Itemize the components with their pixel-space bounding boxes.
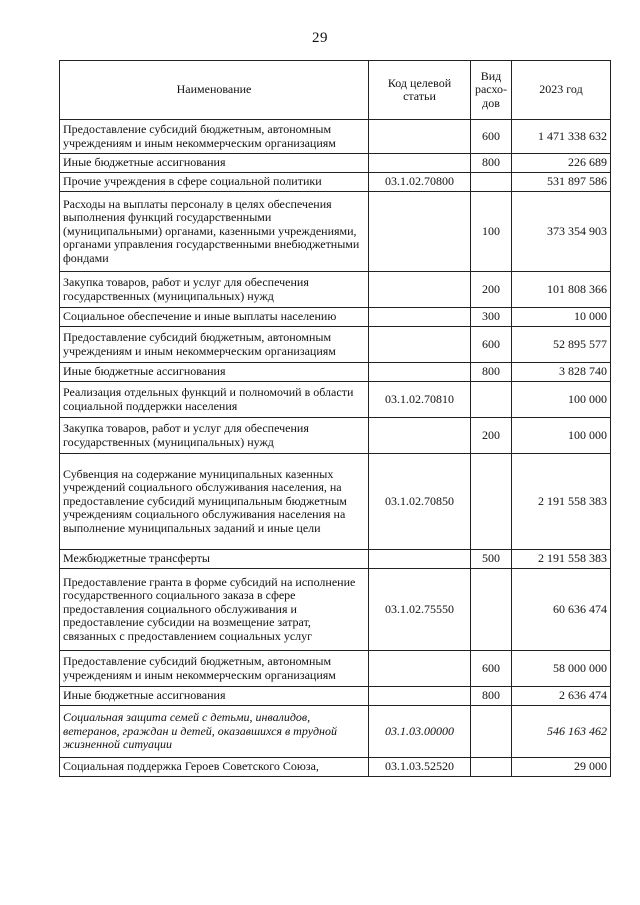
cell-name: Социальная поддержка Героев Советского Союза, xyxy=(60,758,369,777)
table-row xyxy=(60,192,611,272)
cell-kind: 800 xyxy=(471,687,512,706)
cell-name: Иные бюджетные ассигнования xyxy=(60,687,369,706)
cell-code xyxy=(369,272,471,308)
cell-name: Иные бюджетные ассигнования xyxy=(60,363,369,382)
cell-code xyxy=(369,363,471,382)
table-body xyxy=(60,120,611,777)
table-row xyxy=(60,327,611,363)
cell-kind xyxy=(471,173,512,192)
cell-name: Предоставление субсидий бюджетным, автономным учреждениям и иным некоммерческим организациям xyxy=(60,651,369,687)
cell-name: Межбюджетные трансферты xyxy=(60,550,369,569)
table-row xyxy=(60,363,611,382)
table-row xyxy=(60,382,611,418)
cell-name: Субвенция на содержание муниципальных казенных учреждений социального обслуживания населения, на предоставление субсидий муниципальным бюджетным учреждениям социального обслуживания населения на выполнение муниципальных заданий и иные цели xyxy=(60,454,369,550)
cell-name: Предоставление гранта в форме субсидий на исполнение государственного социального заказа в сфере предоставления социального обслуживания и предоставление субсидии на возмещение затрат, связанных с предоставлением социальных услуг xyxy=(60,569,369,651)
header-name: Наименование xyxy=(60,61,369,120)
cell-code xyxy=(369,687,471,706)
table-row xyxy=(60,173,611,192)
cell-amount: 52 895 577 xyxy=(512,327,611,363)
cell-code xyxy=(369,120,471,154)
cell-kind: 600 xyxy=(471,327,512,363)
cell-kind: 800 xyxy=(471,154,512,173)
header-kind: Вид расхо-дов xyxy=(471,61,512,120)
table-header-row xyxy=(60,61,611,120)
cell-amount: 546 163 462 xyxy=(512,706,611,758)
cell-kind: 600 xyxy=(471,651,512,687)
cell-amount: 1 471 338 632 xyxy=(512,120,611,154)
cell-code: 03.1.02.70850 xyxy=(369,454,471,550)
cell-amount: 60 636 474 xyxy=(512,569,611,651)
cell-amount: 100 000 xyxy=(512,382,611,418)
cell-code: 03.1.02.75550 xyxy=(369,569,471,651)
header-amount: 2023 год xyxy=(512,61,611,120)
cell-amount: 2 191 558 383 xyxy=(512,454,611,550)
table-row xyxy=(60,706,611,758)
cell-code xyxy=(369,192,471,272)
cell-code: 03.1.02.70810 xyxy=(369,382,471,418)
cell-kind xyxy=(471,706,512,758)
cell-name: Прочие учреждения в сфере социальной политики xyxy=(60,173,369,192)
table-row xyxy=(60,454,611,550)
cell-name: Расходы на выплаты персоналу в целях обеспечения выполнения функций государственными (муниципальными) органами, казенными учреждениями, органами управления государственными внебюджетными фондами xyxy=(60,192,369,272)
cell-name: Предоставление субсидий бюджетным, автономным учреждениям и иным некоммерческим организациям xyxy=(60,120,369,154)
table-row xyxy=(60,120,611,154)
cell-name: Социальное обеспечение и иные выплаты населению xyxy=(60,308,369,327)
cell-kind xyxy=(471,569,512,651)
cell-code xyxy=(369,418,471,454)
cell-kind xyxy=(471,382,512,418)
table-row xyxy=(60,758,611,777)
header-code: Код целевой статьи xyxy=(369,61,471,120)
cell-kind: 800 xyxy=(471,363,512,382)
table-row xyxy=(60,651,611,687)
cell-code xyxy=(369,550,471,569)
cell-code xyxy=(369,154,471,173)
cell-name: Иные бюджетные ассигнования xyxy=(60,154,369,173)
cell-name: Социальная защита семей с детьми, инвалидов, ветеранов, граждан и детей, оказавшихся в трудной жизненной ситуации xyxy=(60,706,369,758)
table-row xyxy=(60,418,611,454)
cell-kind: 200 xyxy=(471,272,512,308)
table-row xyxy=(60,550,611,569)
cell-code: 03.1.02.70800 xyxy=(369,173,471,192)
cell-amount: 2 636 474 xyxy=(512,687,611,706)
cell-amount: 10 000 xyxy=(512,308,611,327)
cell-code xyxy=(369,327,471,363)
cell-kind: 100 xyxy=(471,192,512,272)
cell-amount: 3 828 740 xyxy=(512,363,611,382)
cell-amount: 531 897 586 xyxy=(512,173,611,192)
cell-kind: 500 xyxy=(471,550,512,569)
cell-amount: 100 000 xyxy=(512,418,611,454)
table-row xyxy=(60,272,611,308)
cell-amount: 373 354 903 xyxy=(512,192,611,272)
cell-amount: 58 000 000 xyxy=(512,651,611,687)
cell-kind xyxy=(471,758,512,777)
cell-code: 03.1.03.00000 xyxy=(369,706,471,758)
table-row xyxy=(60,687,611,706)
table-row xyxy=(60,154,611,173)
cell-code xyxy=(369,651,471,687)
cell-amount: 226 689 xyxy=(512,154,611,173)
cell-kind xyxy=(471,454,512,550)
cell-kind: 600 xyxy=(471,120,512,154)
cell-name: Реализация отдельных функций и полномочий в области социальной поддержки населения xyxy=(60,382,369,418)
cell-code: 03.1.03.52520 xyxy=(369,758,471,777)
budget-table xyxy=(59,60,611,777)
table-row xyxy=(60,308,611,327)
cell-kind: 200 xyxy=(471,418,512,454)
cell-code xyxy=(369,308,471,327)
cell-kind: 300 xyxy=(471,308,512,327)
cell-name: Закупка товаров, работ и услуг для обеспечения государственных (муниципальных) нужд xyxy=(60,272,369,308)
cell-name: Закупка товаров, работ и услуг для обеспечения государственных (муниципальных) нужд xyxy=(60,418,369,454)
cell-amount: 101 808 366 xyxy=(512,272,611,308)
table-row xyxy=(60,569,611,651)
cell-name: Предоставление субсидий бюджетным, автономным учреждениям и иным некоммерческим организациям xyxy=(60,327,369,363)
cell-amount: 2 191 558 383 xyxy=(512,550,611,569)
cell-amount: 29 000 xyxy=(512,758,611,777)
page-number: 29 xyxy=(312,30,328,46)
